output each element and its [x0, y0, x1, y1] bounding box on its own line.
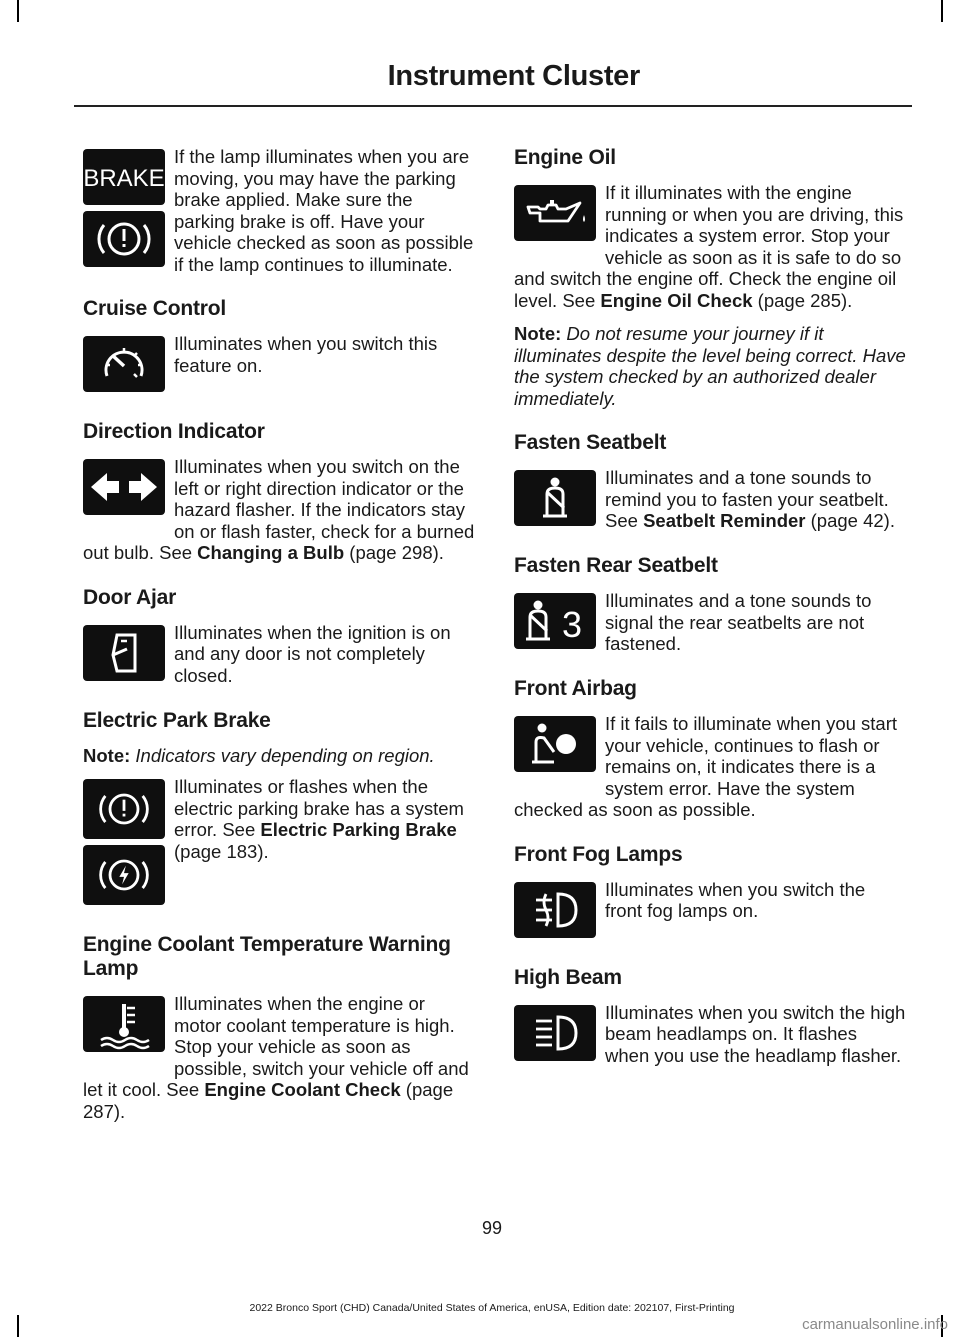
coolant-temperature-icon — [83, 996, 165, 1052]
watermark: carmanualsonline.info — [802, 1316, 948, 1333]
rear-seat-number: 3 — [561, 604, 583, 645]
footer-edition: 2022 Bronco Sport (CHD) Canada/United States of America, enUSA, Edition date: 202107, First-Printing — [249, 1302, 735, 1314]
section-direction-indicator: Direction Indicator — [83, 420, 265, 443]
seatbelt-icon — [514, 470, 596, 526]
crop-mark — [941, 0, 943, 22]
note-label: Note: — [514, 323, 562, 344]
direction-page-ref: (page 298). — [344, 542, 444, 563]
fasten-seatbelt-entry — [514, 467, 906, 532]
section-engine-coolant: Engine Coolant Temperature Warning Lamp — [83, 933, 451, 980]
section-fasten-seatbelt: Fasten Seatbelt — [514, 431, 667, 454]
page-title: Instrument Cluster — [387, 60, 640, 92]
brake-icon-label: BRAKE — [83, 165, 165, 192]
cruise-control-entry — [83, 333, 475, 398]
right-column — [514, 146, 906, 1067]
engine-oil-check-link[interactable]: Engine Oil Check — [600, 289, 753, 311]
front-airbag-entry — [514, 713, 906, 821]
section-high-beam: High Beam — [514, 965, 622, 989]
brake-warning-entry — [83, 146, 475, 275]
section-electric-park-brake: Electric Park Brake — [83, 708, 271, 732]
epb-warning-icon — [83, 779, 165, 839]
direction-arrows-icon — [83, 459, 165, 515]
note-text: Indicators vary depending on region. — [135, 744, 435, 766]
high-beam-text: Illuminates when you switch the high beam headlamps on. It flashes when you use the headlamp flasher. — [605, 1001, 906, 1066]
oil-can-icon — [514, 185, 596, 241]
engine-oil-note — [514, 323, 906, 409]
crop-mark — [17, 1315, 19, 1337]
section-front-airbag: Front Airbag — [514, 677, 637, 700]
engine-coolant-check-link[interactable]: Engine Coolant Check — [204, 1079, 401, 1100]
section-door-ajar: Door Ajar — [83, 585, 177, 609]
epb-lightning-icon — [83, 845, 165, 905]
direction-indicator-entry — [83, 456, 475, 564]
high-beam-entry — [514, 1002, 906, 1067]
fasten-rear-seatbelt-text: Illuminates and a tone sounds to signal the rear seatbelts are not fastened. — [605, 590, 872, 654]
section-fasten-rear-seatbelt: Fasten Rear Seatbelt — [514, 554, 718, 577]
engine-coolant-entry — [83, 993, 475, 1122]
coolant-body: Illuminates when the engine or motor coolant temperature is high. Stop your vehicle as soon as possible, switch your vehicle off and let it cool. See — [83, 993, 469, 1100]
brake-text-icon — [83, 149, 165, 205]
section-cruise-control: Cruise Control — [83, 297, 227, 320]
section-engine-oil: Engine Oil — [514, 146, 616, 169]
note-label: Note: — [83, 744, 131, 766]
front-airbag-text: If it fails to illuminate when you start your vehicle, continues to flash or remains on, it indicates there is a system error. Have the system checked as soon as possible. — [514, 713, 898, 820]
door-ajar-entry — [83, 622, 475, 687]
header-divider — [74, 105, 912, 107]
seatbelt-reminder-link[interactable]: Seatbelt Reminder — [643, 510, 806, 531]
door-ajar-text: Illuminates when the ignition is on and any door is not completely closed. — [174, 621, 451, 686]
cruise-control-icon — [83, 336, 165, 392]
note-text: Do not resume your journey if it illuminates despite the level being correct. Have the system checked by an authorized dealer immediately. — [514, 323, 906, 409]
airbag-icon — [514, 716, 596, 772]
coolant-page-ref: (page 287). — [83, 1079, 454, 1122]
page-number: 99 — [481, 1218, 503, 1238]
oil-body: If it illuminates with the engine running or when you are driving, this indicates a system error. Stop your vehicle as soon as it is safe to do so and switch the engine off. Check the engine oil level. See — [514, 182, 904, 311]
electric-park-brake-entry — [83, 776, 475, 911]
engine-oil-entry — [514, 182, 906, 311]
fog-lamp-icon — [514, 882, 596, 938]
electric-parking-brake-link[interactable]: Electric Parking Brake — [260, 819, 457, 840]
section-front-fog-lamps: Front Fog Lamps — [514, 842, 683, 866]
seatbelt-body: Illuminates and a tone sounds to remind you to fasten your seatbelt. See — [605, 467, 889, 531]
left-column — [83, 146, 475, 1122]
direction-indicator-body: Illuminates when you switch on the left or right direction indicator or the hazard flasher. If the indicators stay on or flash faster, check for a burned out bulb. See — [83, 456, 475, 563]
brake-warning-icon — [83, 211, 165, 267]
fasten-rear-seatbelt-entry — [514, 590, 906, 655]
changing-bulb-link[interactable]: Changing a Bulb — [197, 542, 345, 563]
epb-page-ref: (page 183). — [174, 840, 269, 862]
front-fog-lamps-text: Illuminates when you switch the front fog lamps on. — [605, 878, 866, 921]
epb-note — [83, 745, 475, 767]
door-ajar-icon — [83, 625, 165, 681]
rear-seatbelt-icon — [514, 593, 596, 649]
crop-mark — [17, 0, 19, 22]
epb-body: Illuminates or flashes when the electric parking brake has a system error. See — [174, 776, 464, 840]
brake-warning-text: If the lamp illuminates when you are moving, you may have the parking brake applied. Make sure the parking brake is off. Have your vehicle checked as soon as possible if the lamp continues to illuminate. — [174, 146, 474, 275]
cruise-control-text: Illuminates when you switch this feature on. — [174, 333, 438, 376]
seatbelt-page-ref: (page 42). — [805, 510, 895, 531]
high-beam-icon — [514, 1005, 596, 1061]
oil-page-ref: (page 285). — [752, 289, 853, 311]
front-fog-lamps-entry — [514, 879, 906, 944]
